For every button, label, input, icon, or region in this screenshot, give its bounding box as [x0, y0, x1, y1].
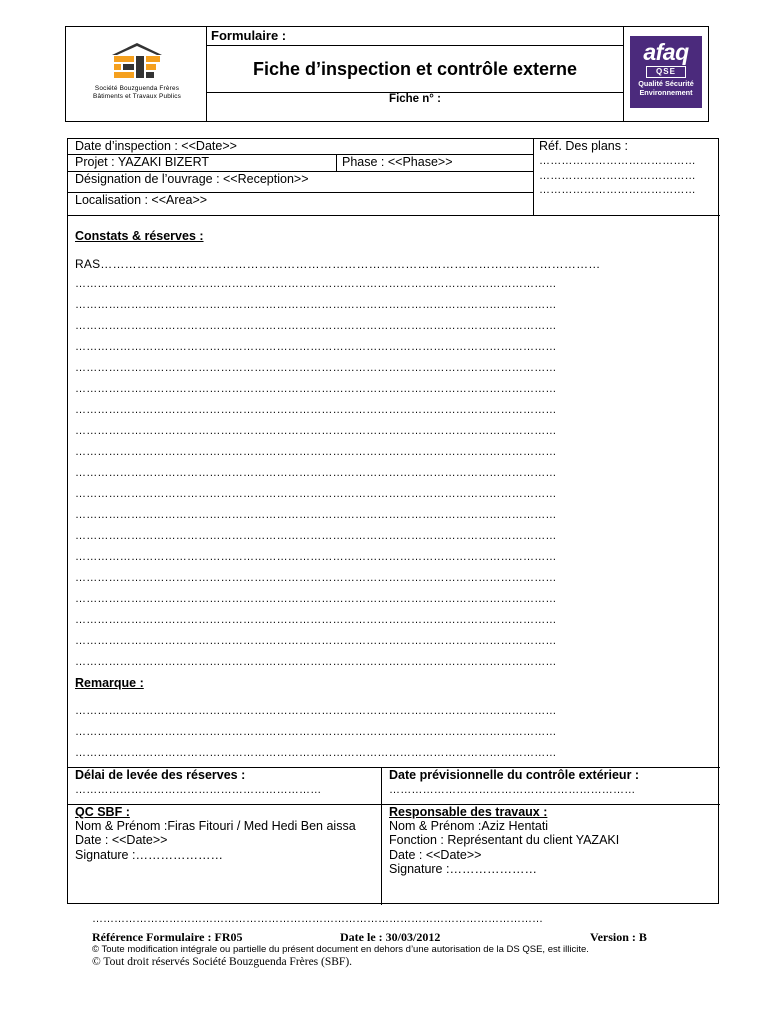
constats-dotted-line[interactable]: ………………………………………………………………………………………………………………… [75, 509, 557, 521]
constats-dotted-line[interactable]: ………………………………………………………………………………………………………………… [75, 362, 557, 374]
document-header [65, 26, 709, 122]
constats-dotted-line[interactable]: ………………………………………………………………………………………………………………… [75, 383, 557, 395]
afaq-brand: afaq [643, 39, 689, 65]
inspection-date-field[interactable]: Date d’inspection : <<Date>> [75, 139, 237, 153]
designation-field[interactable]: Désignation de l’ouvrage : <<Reception>> [75, 172, 309, 186]
localisation-field[interactable]: Localisation : <<Area>> [75, 193, 208, 207]
divider [381, 767, 382, 905]
constats-dotted-line[interactable]: ………………………………………………………………………………………………………………… [75, 320, 557, 332]
company-name [70, 85, 204, 101]
constats-dotted-line[interactable]: ………………………………………………………………………………………………………………… [75, 278, 557, 290]
ref-plans-line[interactable]: …………………………………… [539, 170, 696, 182]
constats-dotted-line[interactable]: ………………………………………………………………………………………………………………… [75, 467, 557, 479]
sbf-logo-icon [110, 41, 164, 81]
afaq-qse-badge: QSE [646, 66, 686, 78]
constats-dotted-line[interactable]: ………………………………………………………………………………………………………………… [75, 425, 557, 437]
divider [68, 215, 720, 216]
remarque-dotted-line[interactable]: ………………………………………………………………………………………………………………… [75, 705, 557, 717]
company-name-line2: Bâtiments et Travaux Publics [92, 93, 181, 100]
form-reference: Référence Formulaire : FR05 [92, 930, 243, 944]
form-version: Version : B [590, 930, 647, 944]
inspection-form [67, 138, 719, 904]
company-name-line1: Société Bouzguenda Frères [94, 85, 180, 92]
constats-dotted-line[interactable]: ………………………………………………………………………………………………………………… [75, 299, 557, 311]
date-previsionnelle-label: Date prévisionnelle du contrôle extérieur : [389, 768, 640, 782]
resp-signature-field[interactable]: Signature :………………… [389, 862, 537, 876]
constats-first-line[interactable]: RAS…………………………………………………………………………………………………………… [75, 257, 601, 271]
remarque-dotted-line[interactable]: ………………………………………………………………………………………………………………… [75, 747, 557, 759]
afaq-line1: Qualité Sécurité [638, 79, 694, 88]
qc-sbf-heading: QC SBF : [75, 805, 130, 819]
copyright-notice: © Tout droit réservés Société Bouzguenda Frères (SBF). [92, 956, 353, 968]
constats-dotted-line[interactable]: ………………………………………………………………………………………………………………… [75, 614, 557, 626]
constats-dotted-line[interactable]: ………………………………………………………………………………………………………………… [75, 572, 557, 584]
constats-dotted-line[interactable]: ………………………………………………………………………………………………………………… [75, 446, 557, 458]
divider [336, 154, 337, 171]
qc-date-field[interactable]: Date : <<Date>> [75, 833, 168, 847]
responsable-heading: Responsable des travaux : [389, 805, 548, 819]
phase-field[interactable]: Phase : <<Phase>> [342, 155, 453, 169]
footer-rule: …………………………………………………………………………………………………………… [92, 913, 543, 925]
constats-dotted-line[interactable]: ………………………………………………………………………………………………………………… [75, 341, 557, 353]
constats-dotted-line[interactable]: ………………………………………………………………………………………………………………… [75, 404, 557, 416]
constats-heading: Constats & réserves : [75, 229, 204, 243]
remarque-dotted-line[interactable]: ………………………………………………………………………………………………………………… [75, 726, 557, 738]
form-date: Date le : 30/03/2012 [340, 930, 441, 944]
ref-plans-label: Réf. Des plans : [539, 139, 628, 153]
ref-plans-line[interactable]: …………………………………… [539, 155, 696, 167]
qc-nom-field[interactable]: Nom & Prénom :Firas Fitouri / Med Hedi Ben aissa [75, 819, 356, 833]
date-previsionnelle-field[interactable]: ………………………………………………………… [389, 784, 636, 796]
projet-field[interactable]: Projet : YAZAKI BIZERT [75, 155, 210, 169]
constats-dotted-line[interactable]: ………………………………………………………………………………………………………………… [75, 530, 557, 542]
afaq-certification-logo [630, 36, 702, 108]
form-title: Fiche d’inspection et contrôle externe [207, 46, 623, 93]
certification-cell [624, 27, 708, 121]
constats-dotted-line[interactable]: ………………………………………………………………………………………………………………… [75, 635, 557, 647]
constats-dotted-line[interactable]: ………………………………………………………………………………………………………………… [75, 488, 557, 500]
company-logo-cell [66, 27, 207, 121]
constats-dotted-line[interactable]: ………………………………………………………………………………………………………………… [75, 551, 557, 563]
resp-date-field[interactable]: Date : <<Date>> [389, 848, 482, 862]
qc-signature-field[interactable]: Signature :………………… [75, 848, 223, 862]
header-title-block [207, 27, 624, 121]
delai-label: Délai de levée des réserves : [75, 768, 246, 782]
formulaire-label: Formulaire : [207, 27, 623, 46]
legal-note: © Toute modification intégrale ou partielle du présent document en dehors d’une autorisation de la DS QSE, est illicite. [92, 944, 589, 955]
constats-dotted-line[interactable]: ………………………………………………………………………………………………………………… [75, 656, 557, 668]
resp-fonction-field[interactable]: Fonction : Représentant du client YAZAKI [389, 833, 620, 847]
ref-plans-line[interactable]: …………………………………… [539, 184, 696, 196]
divider [533, 139, 534, 215]
remarque-heading: Remarque : [75, 676, 144, 690]
resp-nom-field[interactable]: Nom & Prénom :Aziz Hentati [389, 819, 549, 833]
afaq-line2: Environnement [639, 87, 693, 97]
constats-dotted-line[interactable]: ………………………………………………………………………………………………………………… [75, 593, 557, 605]
fiche-number-label: Fiche n° : [389, 93, 441, 105]
delai-field[interactable]: ………………………………………………………… [75, 784, 322, 796]
